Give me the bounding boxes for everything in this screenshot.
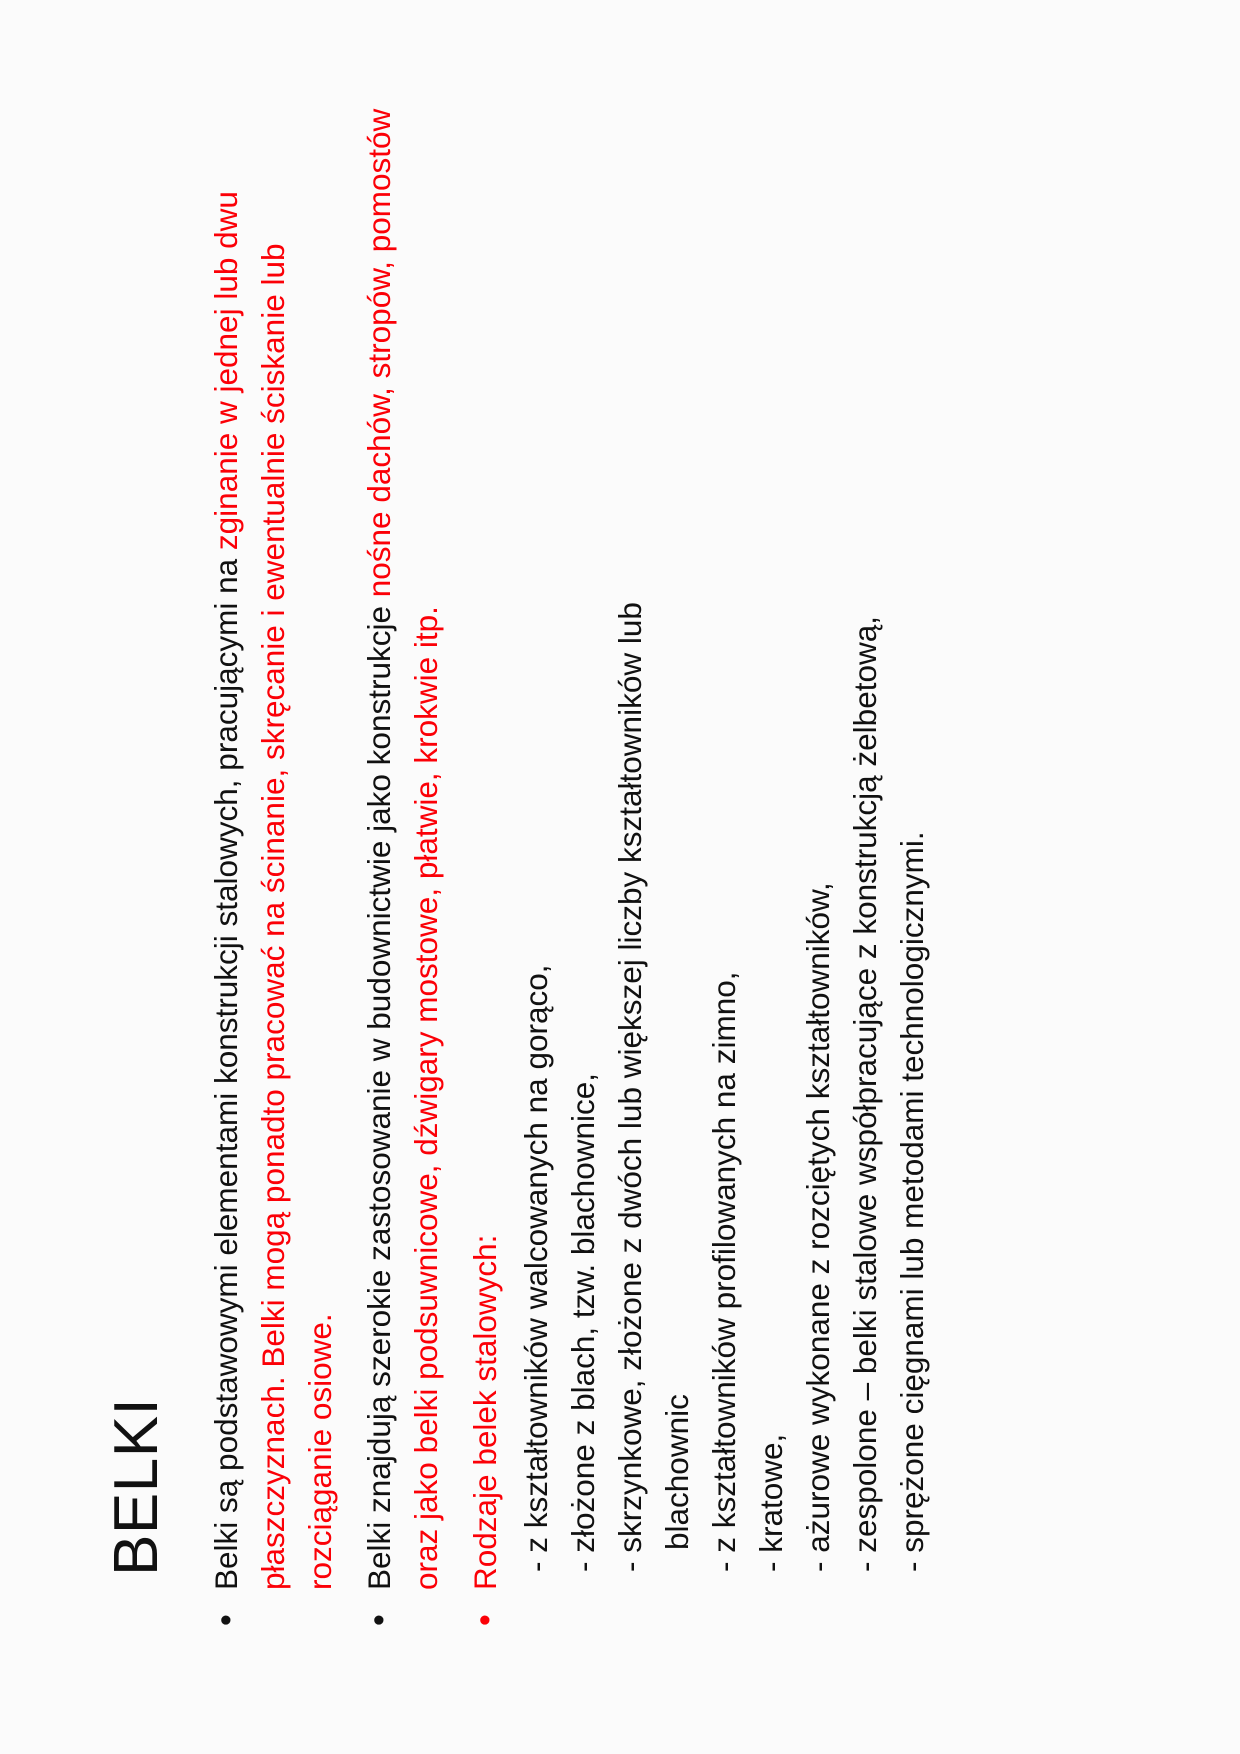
bullet-text	[203, 90, 344, 1590]
page-title: BELKI	[102, 1397, 171, 1576]
list-item	[607, 132, 701, 1572]
list-item-label: - kratowe,	[753, 1433, 790, 1572]
list-item-label: - sprężone cięgnami lub metodami technologicznymi.	[894, 831, 931, 1572]
bullet-text	[356, 90, 450, 1590]
list-item	[462, 70, 509, 1634]
bullet-marker-icon: •	[360, 1614, 399, 1626]
list-item	[513, 132, 560, 1572]
list-item-label: - złożone z blach, tzw. blachownice,	[565, 1072, 602, 1572]
list-item-continuation: blachownic	[659, 1394, 696, 1550]
sub-list	[513, 70, 936, 1634]
list-item-label: - z kształtowników profilowanych na zimno,	[706, 971, 743, 1572]
list-item	[701, 132, 748, 1572]
list-item	[842, 132, 889, 1572]
bullet-text-highlight: Rodzaje belek stalowych:	[467, 1234, 504, 1590]
slide-body	[203, 70, 936, 1634]
list-item-label: - zespolone – belki stalowe współpracujące z konstrukcją żelbetową,	[847, 616, 884, 1572]
bullet-text-segment-highlight: nośne dachów, stropów, pomostów oraz jako belki podsuwnicowe, dźwigary mostowe, płatwie, krokwie itp.	[361, 108, 445, 1590]
list-item	[203, 70, 344, 1634]
list-item-label: - z kształtowników walcowanych na gorąco,	[518, 964, 555, 1572]
bullet-text-segment-highlight: zginanie w jednej lub dwu płaszczyznach. Belki mogą ponadto pracować na ścinanie, skręcanie i ewentualnie ściskanie lub rozciąganie osiowe.	[208, 191, 339, 1590]
list-item-label: - skrzynkowe, złożone z dwóch lub większej liczby kształtowników lub	[612, 602, 649, 1572]
list-item-label: - ażurowe wykonane z rozciętych kształtowników,	[800, 882, 837, 1572]
list-item	[748, 132, 795, 1572]
list-item	[889, 132, 936, 1572]
list-item	[356, 70, 450, 1634]
list-item	[560, 132, 607, 1572]
bullet-marker-icon: •	[466, 1614, 505, 1626]
bullet-marker-icon: •	[207, 1614, 246, 1626]
list-item	[795, 132, 842, 1572]
bullet-text-segment: Belki są podstawowymi elementami konstrukcji stalowych, pracującymi na	[208, 550, 245, 1590]
bullet-text-segment: Belki znajdują szerokie zastosowanie w budownictwie jako konstrukcje	[361, 597, 398, 1590]
